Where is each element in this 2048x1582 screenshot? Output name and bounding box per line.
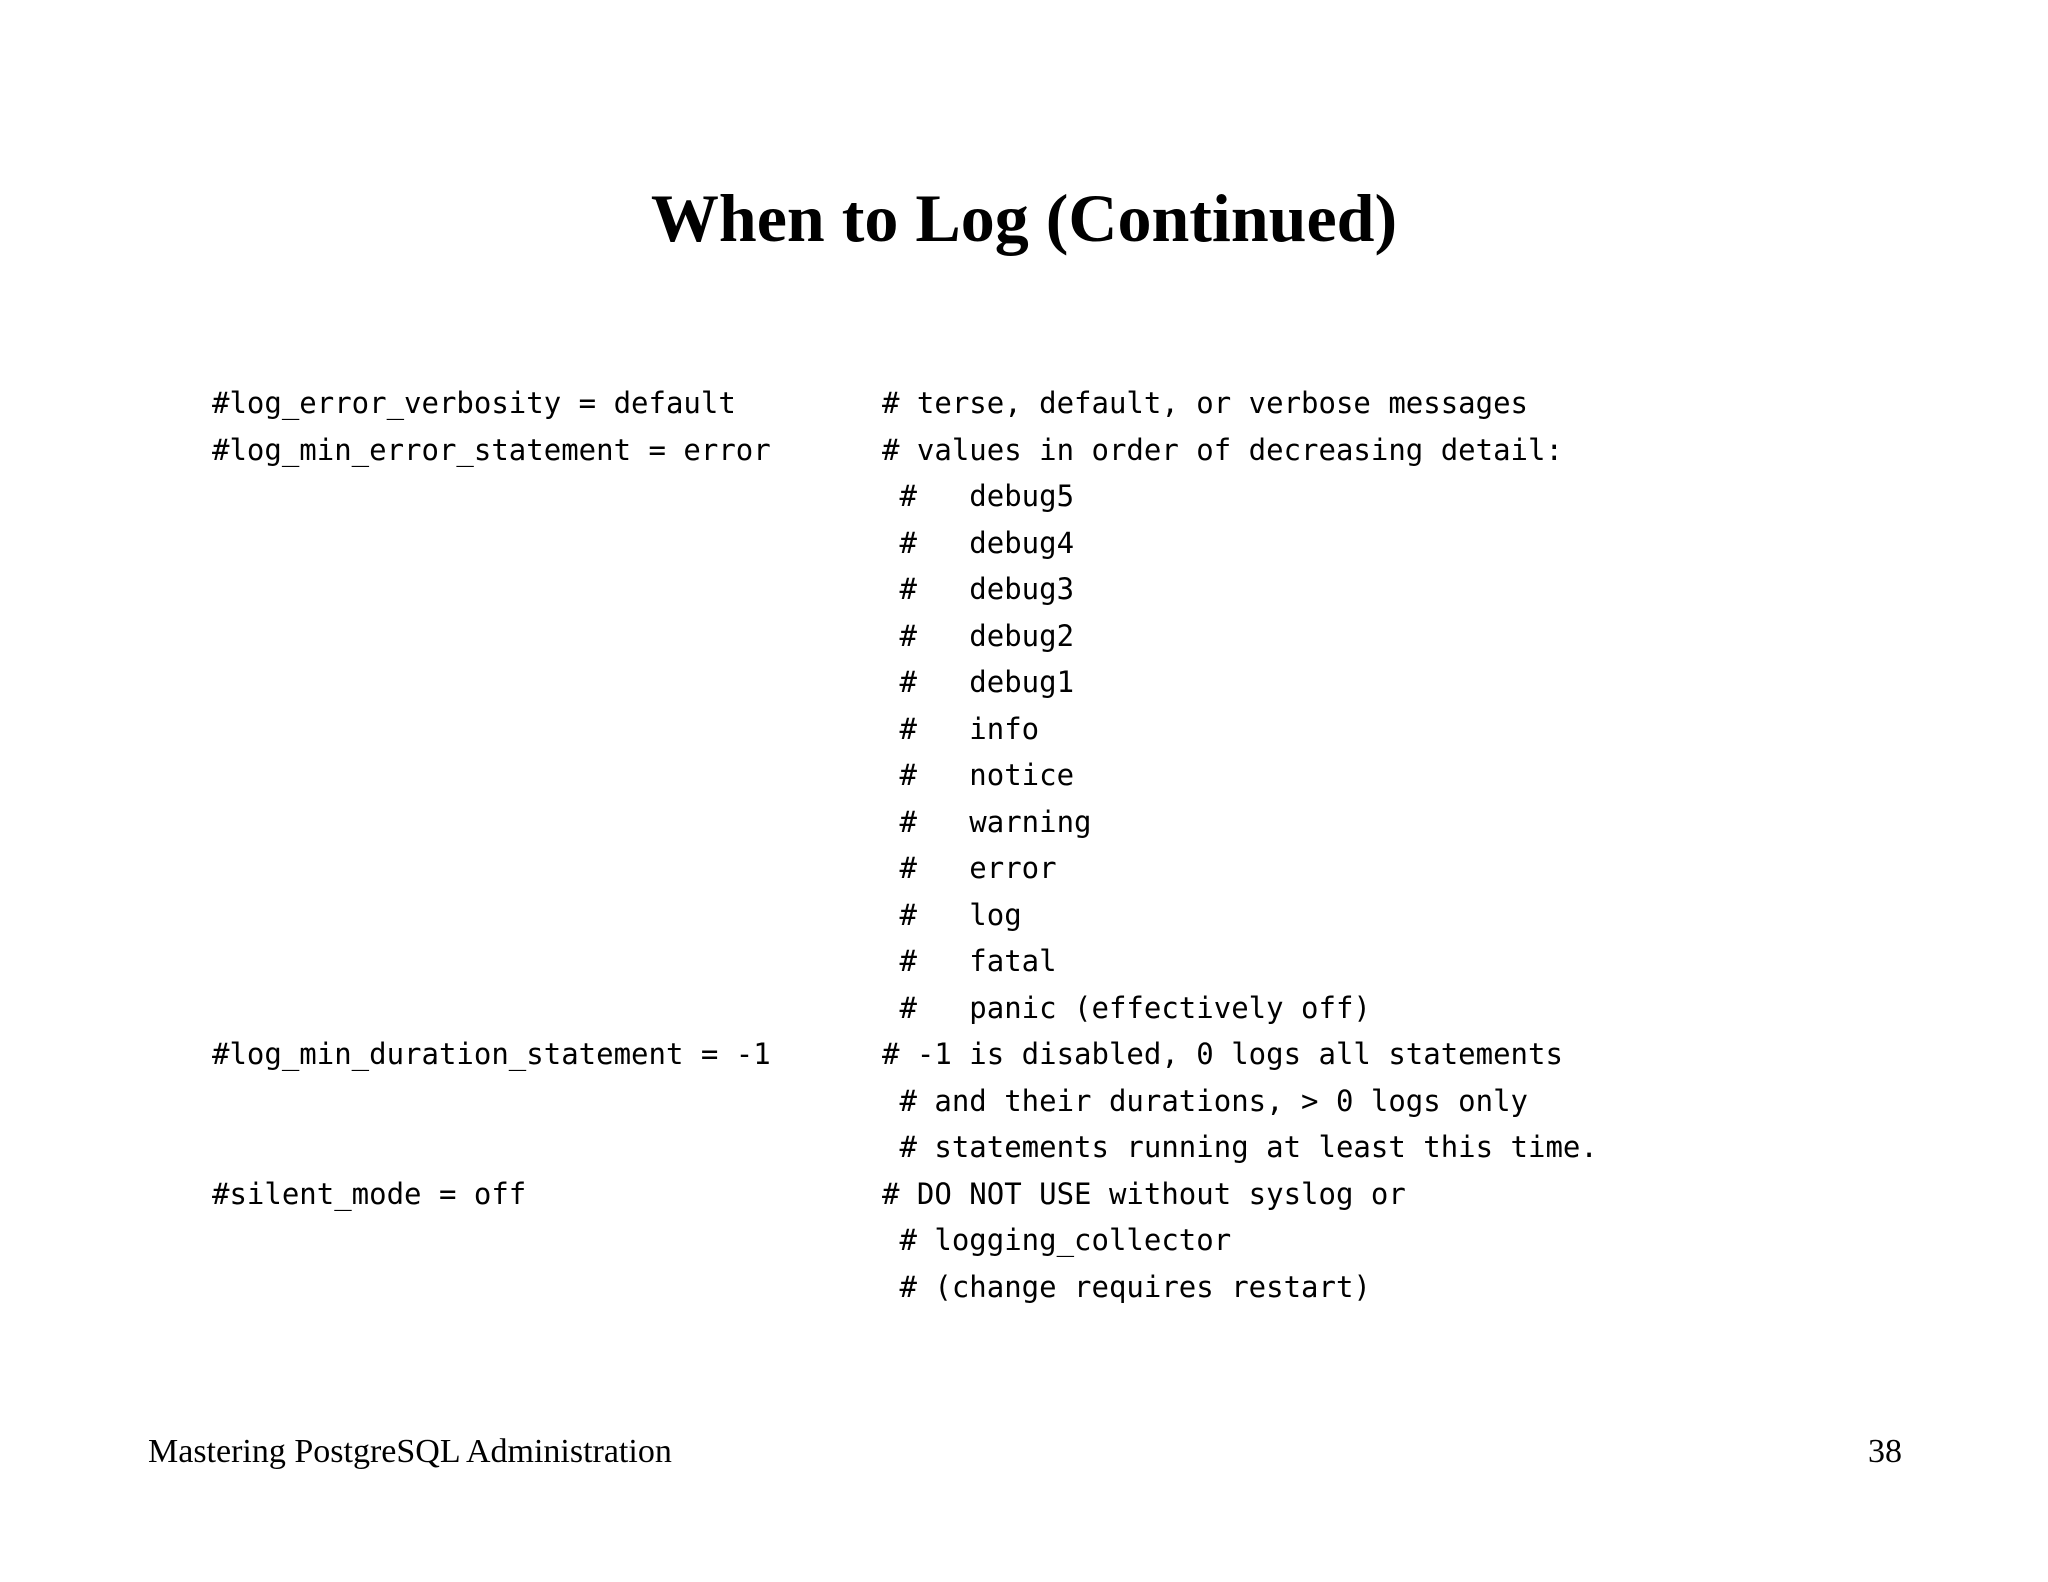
config-comment: # values in order of decreasing detail: (882, 432, 1563, 467)
config-line (212, 1124, 1612, 1171)
config-line (212, 520, 1612, 567)
config-line (212, 613, 1612, 660)
config-comment: # statements running at least this time. (882, 1130, 1598, 1164)
config-comment: # debug2 (882, 618, 1075, 653)
config-comment: # panic (effectively off) (882, 990, 1371, 1025)
config-line (212, 473, 1612, 520)
config-line (212, 659, 1612, 706)
config-line (212, 1031, 1612, 1078)
config-comment: # -1 is disabled, 0 logs all statements (882, 1037, 1563, 1071)
config-line (212, 566, 1612, 613)
config-line (212, 799, 1612, 846)
config-line (212, 892, 1612, 939)
config-comment: # warning (882, 804, 1092, 839)
config-comment: # debug3 (882, 572, 1075, 606)
config-comment: # fatal (882, 944, 1057, 978)
config-comment: # debug4 (882, 525, 1075, 560)
config-line (212, 1078, 1612, 1125)
config-line (212, 938, 1612, 985)
config-comment: # info (882, 711, 1040, 746)
config-line (212, 752, 1612, 799)
config-line (212, 380, 1612, 427)
config-comment: # logging_collector (882, 1223, 1232, 1257)
config-setting: #log_min_error_statement = error (212, 432, 771, 467)
config-line (212, 985, 1612, 1032)
config-line (212, 706, 1612, 753)
config-setting: #silent_mode = off (212, 1176, 527, 1211)
config-comment: # debug5 (882, 479, 1075, 513)
config-comment: # debug1 (882, 665, 1075, 699)
config-line (212, 1264, 1612, 1311)
config-line (212, 427, 1612, 474)
page-number: 38 (1868, 1433, 1902, 1470)
config-setting: #log_error_verbosity = default (212, 386, 736, 420)
config-comment: # (change requires restart) (882, 1269, 1371, 1304)
config-line (212, 845, 1612, 892)
config-line (212, 1217, 1612, 1264)
config-code-block (212, 380, 1612, 1310)
config-comment: # DO NOT USE without syslog or (882, 1176, 1406, 1211)
config-comment: # log (882, 897, 1022, 932)
config-comment: # error (882, 851, 1057, 885)
footer-course-title: Mastering PostgreSQL Administration (148, 1433, 672, 1470)
config-comment: # notice (882, 758, 1075, 792)
slide-title: When to Log (Continued) (650, 180, 1398, 256)
config-line (212, 1171, 1612, 1218)
config-comment: # terse, default, or verbose messages (882, 386, 1529, 420)
config-comment: # and their durations, > 0 logs only (882, 1083, 1529, 1118)
config-setting: #log_min_duration_statement = -1 (212, 1037, 771, 1071)
